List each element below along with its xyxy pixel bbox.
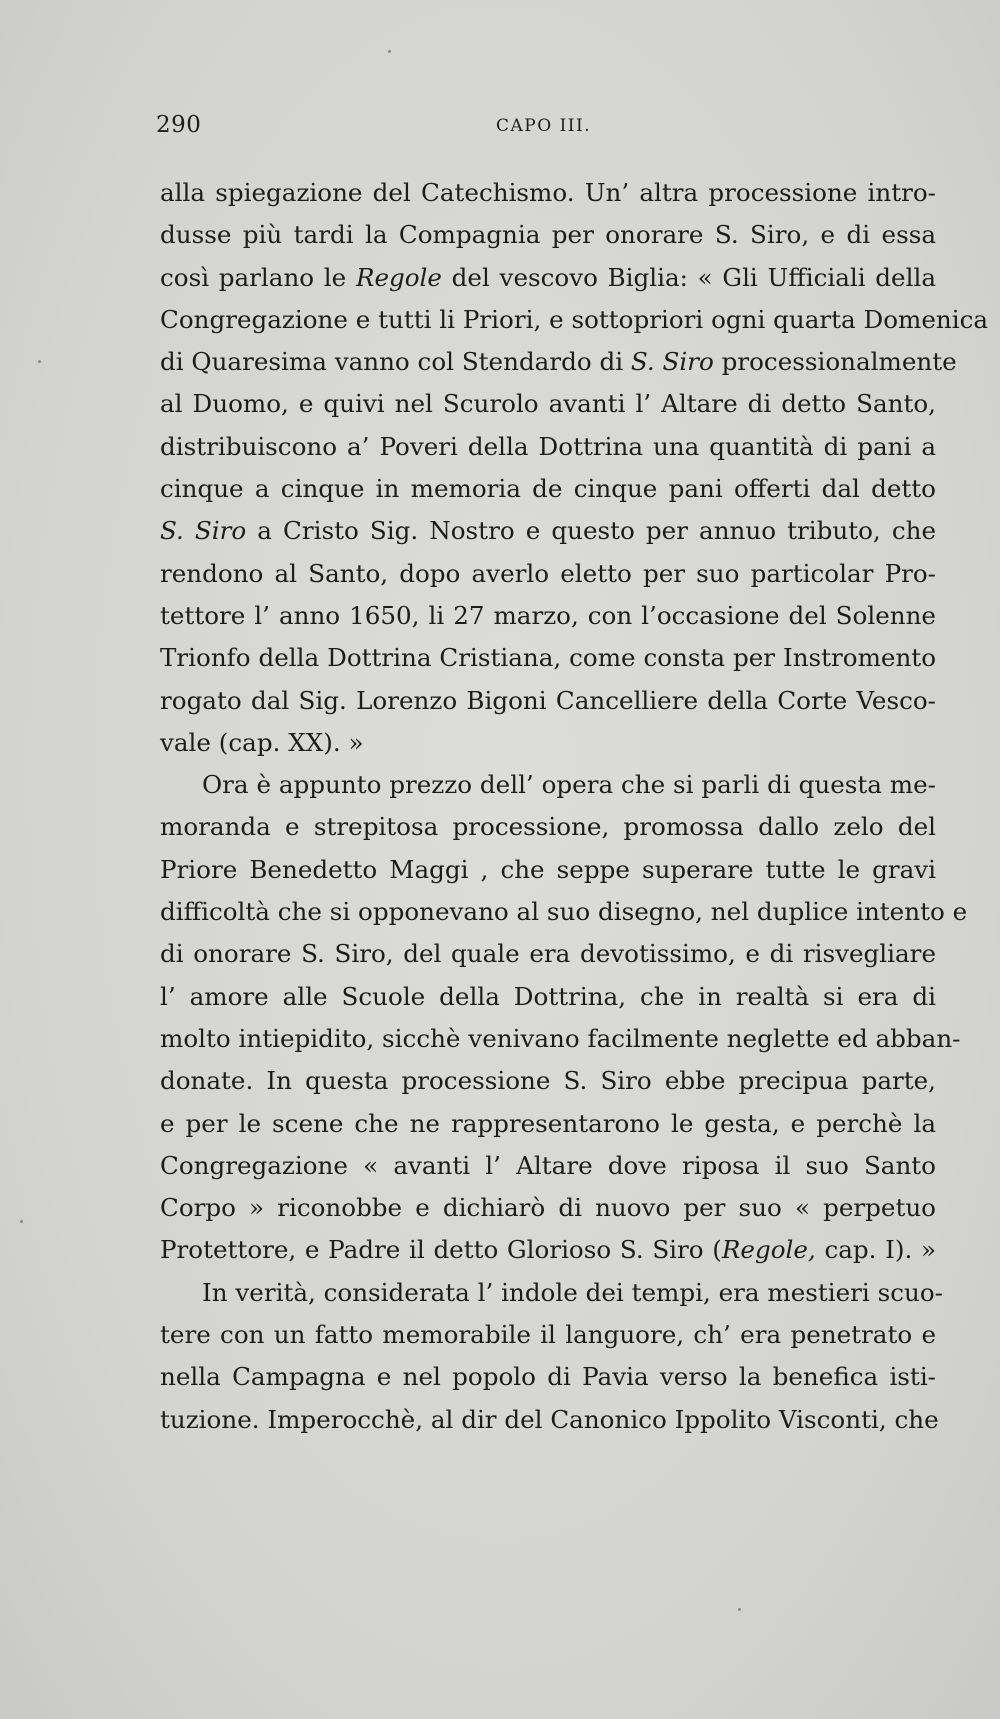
text-line: vale (cap. XX). »	[160, 727, 364, 757]
italic-name: S. Siro	[160, 516, 247, 546]
text-line: Protettore, e Padre il detto Glorioso S. Siro (Regole, cap. I). »	[160, 1235, 936, 1265]
text-line: In verità, considerata l’ indole dei tempi, era mestieri scuo-	[202, 1277, 943, 1307]
text-line: donate. In questa processione S. Siro ebbe precipua parte,	[160, 1066, 936, 1096]
text-line: e per le scene che ne rappresentarono le gesta, e perchè la	[160, 1108, 936, 1138]
text-line: difficoltà che si opponevano al suo disegno, nel duplice intento e	[160, 897, 968, 927]
text-line: l’ amore alle Scuole della Dottrina, che in realtà si era di	[160, 981, 936, 1011]
text-line: Priore Benedetto Maggi , che seppe superare tutte le gravi	[160, 854, 936, 884]
text-line: Trionfo della Dottrina Cristiana, come consta per Instromento	[160, 643, 936, 673]
text-line: alla spiegazione del Catechismo. Un’ altra processione intro-	[160, 178, 936, 207]
paper-speck	[388, 50, 391, 53]
text-line: distribuiscono a’ Poveri della Dottrina una quantità di pani a	[160, 431, 936, 461]
page-header	[156, 112, 936, 152]
text-line: tere con un fatto memorabile il languore, ch’ era penetrato e	[160, 1320, 936, 1350]
body-text	[160, 172, 989, 1441]
text-line: Corpo » riconobbe e dichiarò di nuovo per suo « perpetuo	[160, 1193, 936, 1223]
text-line: così parlano le Regole del vescovo Biglia: « Gli Ufficiali della	[160, 262, 936, 292]
text-line: Congregazione e tutti li Priori, e sottopriori ogni quarta Domenica	[160, 304, 989, 334]
text-line: al Duomo, e quivi nel Scurolo avanti l’ Altare di detto Santo,	[160, 389, 936, 419]
text-line: tettore l’ anno 1650, li 27 marzo, con l’occasione del Solenne	[160, 600, 936, 630]
text-line: nella Campagna e nel popolo di Pavia verso la benefica isti-	[160, 1362, 936, 1392]
italic-title: Regole,	[721, 1235, 816, 1265]
paper-speck	[38, 360, 41, 363]
text-line: Congregazione « avanti l’ Altare dove riposa il suo Santo	[160, 1150, 936, 1180]
text-line: tuzione. Imperocchè, al dir del Canonico Ippolito Visconti, che	[160, 1404, 939, 1434]
page-number: 290	[156, 112, 202, 138]
paper-speck	[738, 1608, 741, 1611]
text-line: molto intiepidito, sicchè venivano facilmente neglette ed abban-	[160, 1023, 961, 1053]
text-line: Ora è appunto prezzo dell’ opera che si parli di questa me-	[202, 770, 936, 800]
text-line: di onorare S. Siro, del quale era devotissimo, e di risvegliare	[160, 939, 936, 969]
running-head: CAPO III.	[496, 116, 592, 136]
italic-name: S. Siro	[630, 347, 714, 377]
text-line: rogato dal Sig. Lorenzo Bigoni Cancelliere della Corte Vesco-	[160, 685, 936, 715]
text-line: rendono al Santo, dopo averlo eletto per suo particolar Pro-	[160, 558, 936, 588]
text-line: di Quaresima vanno col Stendardo di S. Siro processionalmente	[160, 347, 957, 377]
italic-title: Regole	[355, 262, 442, 292]
text-line: cinque a cinque in memoria de cinque pani offerti dal detto	[160, 474, 936, 504]
text-line: moranda e strepitosa processione, promossa dallo zelo del	[160, 812, 936, 842]
text-line: dusse più tardi la Compagnia per onorare S. Siro, e di essa	[160, 220, 936, 250]
paper-speck	[20, 1220, 23, 1223]
text-line: S. Siro a Cristo Sig. Nostro e questo per annuo tributo, che	[160, 516, 936, 546]
